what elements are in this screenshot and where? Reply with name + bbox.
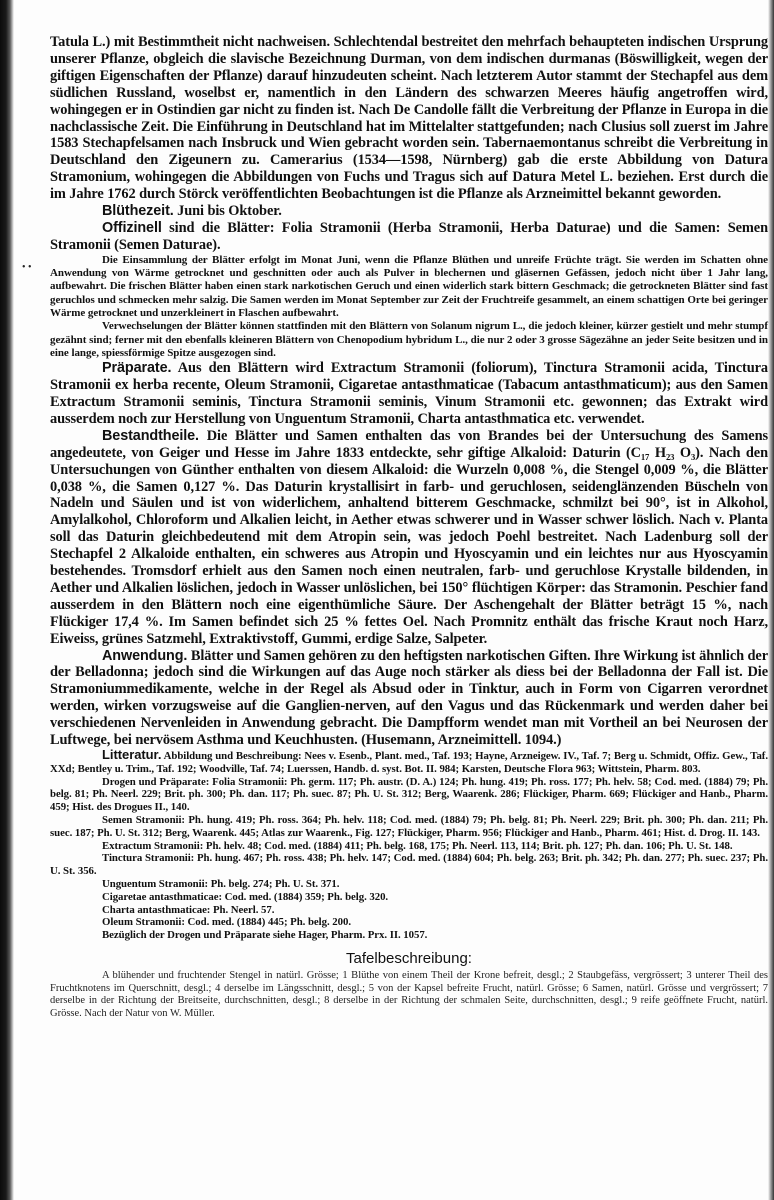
praeparate-heading: Präparate. xyxy=(102,360,172,377)
tafel-description: A blühender und fruchtender Stengel in natürl. Grösse; 1 Blüthe von einem Theil der Krone befreit, desgl.; 2 Staubgefäss, vergrössert; 3 unterer Theil des Fruchtknotens im Querschnitt, desgl.; 4 derselbe im Längsschnitt, desgl.; 5 von der Kapsel befreite Frucht, natürl. Grösse; 6 Samen, natürl. Grösse und vergrössert; 7 derselbe in der Richtung der Breitseite, durchschnitten, desgl.; 8 derselbe in der Richtung der schmalen Seite, durchschnitten, desgl.; 9 reife geöffnete Frucht, natürl. Grösse. Nach der Natur von W. Müller. xyxy=(50,969,768,1019)
margin-marks: • • xyxy=(22,262,32,273)
literatur-extractum: Extractum Stramonii: Ph. helv. 48; Cod. med. (1884) 411; Ph. belg. 168, 175; Ph. Neerl. 113, 114; Brit. ph. 127; Ph. dan. 106; Ph. U. St. 148. xyxy=(102,839,733,852)
praeparate-text: Aus den Blättern wird Extractum Stramonii (foliorum), Tinctura Stramonii acida, Tinctura Stramonii ex herba recente, Oleum Stramonii, Cigaretae antasthmaticae (Tabacum antasthmaticum); aus den Samen Extractum Stramonii seminis, Tinctura Stramonii seminis, Vinum Stramonii etc. gewonnen; das Extrakt wird ausserdem noch zur Herstellung von Unguentum Stramonii, Charta antasthmatica etc. verwendet. xyxy=(50,360,768,427)
praeparate-paragraph xyxy=(50,360,768,428)
literatur-abbildung-text: Abbildung und Beschreibung: Nees v. Esenb., Plant. med., Taf. 193; Hayne, Arzneigew. IV., Taf. 7; Berg u. Schmidt, Offiz. Gew., Taf. XXd; Bentley u. Trim., Taf. 192; Woodville, Taf. 74; Luerssen, Handb. d. syst. Bot. II. 984; Karsten, Deutsche Flora 963; Wittstein, Pharm. 803. xyxy=(50,750,768,775)
anwendung-heading: Anwendung. xyxy=(102,647,188,664)
intro-paragraph: Tatula L.) mit Bestimmtheit nicht nachweisen. Schlechtendal bestreitet den mehrfach behaupteten indischen Ursprung unserer Pflanze, obgleich die slavische Bezeichnung Durman, von dem indischen durmanas (Böswilligkeit, wegen der giftigen Eigenschaften der Pflanze) darauf hinzudeuten scheint. Nach letzterem Autor stammt der Stechapfel aus dem südlichen Russland, woselbst er, namentlich in den Ländern des schwarzen Meeres häufig angetroffen wird, wohingegen er in Ostindien gar nicht zu finden ist. Nach De Candolle fällt die Verbreitung der Pflanze in Europa in die nachclassische Zeit. Die Einführung in Deutschland hat im Mittelalter stattgefunden; nach Clusius soll zuerst im Jahre 1583 Stechapfelsamen nach Insbruck und Wien gebracht worden sein. Tabernaemontanus schreibt die Verbreitung in Deutschland den Zigeunern zu. Camerarius (1534—1598, Nürnberg) gab die erste Abbildung von Datura Stramonium, wohingegen die Abbildungen von Fuchs und Tragus sich auf Datura Metel L. beziehen. Erst durch die im Jahre 1762 durch Störck veröffentlichten Beobachtungen ist die Pflanze als Arzneimittel bekannt geworden. xyxy=(50,34,768,203)
bestandtheile-text: Die Blätter und Samen enthalten das von Brandes bei der Untersuchung des Samens angedeutete, von Geiger und Hesse im Jahre 1833 entdeckte, sehr giftige Alkaloid: Daturin (C₁₇ H₂₃ O₃). Nach den Untersuchungen von Günther enthalten von diesem Alkaloid: die Wurzeln 0,008 %, die Stengel 0,009 %, die Blätter 0,038 %, die Samen 0,127 %. Das Daturin krystallisirt in farb- und geruchlosen, seidenglänzenden Büscheln von Nadeln und Säulen und ist von widerlichem, anhaltend bitterem Geschmacke, schmilzt bei 90°, ist in Alkohol, Amylalkohol, Chloroform und Alkalien leicht, in Aether etwas schwerer und in Wasser schwer löslich. Nach v. Planta soll das Daturin gleichbedeutend mit dem Atropin sein, was jedoch Poehl bestreitet. Nach Ladenburg soll der Stechapfel 2 Alkaloide enthalten, ein schweres aus Atropin und Hyoscyamin und ein leichtes nur aus Hyoscyamin bestehendes. Tromsdorf erhielt aus den Samen noch einen neutralen, farb- und geruchlose Krystalle bildenden, in Aether und Alkalien löslichen, jedoch in Wasser unlöslichen, bei 150° flüchtigen Körper: das Stramonin. Peschier fand ausserdem in den Blättern noch eine eigenthümliche Säure. Der Aschengehalt der Blätter beträgt 15 %, nach Flückiger 17,4 %. Im Samen befindet sich 25 % fettes Oel. Nach Promnitz enthält das frische Kraut noch Harz, Eiweiss, grünes Satzmehl, Extraktivstoff, Gummi, erdige Salze, Salpeter. xyxy=(50,427,768,647)
bluethezeit-paragraph xyxy=(50,203,768,220)
literatur-oleum: Oleum Stramonii: Cod. med. (1884) 445; Ph. belg. 200. xyxy=(102,916,351,929)
bestandtheile-heading: Bestandtheile. xyxy=(102,427,199,444)
einsammlung-paragraph: Die Einsammlung der Blätter erfolgt im Monat Juni, wenn die Pflanze Blüthen und unreife Früchte trägt. Sie werden im Schatten ohne Anwendung von Wärme getrocknet und geschnitten oder auch als Pulver in blechernen und gläsernen Gefässen, jedoch nicht über 1 Jahr lang, aufbewahrt. Die frischen Blätter haben einen stark narkotischen Geruch und einen widerlich stark bittern Geschmack; die getrockneten Blätter sind fast geruchlos und schmecken mehr salzig. Die Samen werden im Monat September zur Zeit der Fruchtreife gesammelt, an einem schattigen Orte bei geringer Wärme getrocknet und unzerkleinert in Flaschen aufbewahrt. xyxy=(50,253,768,319)
anwendung-paragraph xyxy=(50,648,768,749)
literatur-tinctura: Tinctura Stramonii: Ph. hung. 467; Ph. ross. 438; Ph. helv. 147; Cod. med. (1884) 604; Ph. belg. 263; Brit. ph. 342; Ph. dan. 277; Ph. suec. 237; Ph. U. St. 356. xyxy=(50,852,768,878)
literatur-unguentum: Unguentum Stramonii: Ph. belg. 274; Ph. U. St. 371. xyxy=(102,877,340,890)
text-column xyxy=(50,34,768,1020)
literatur-abbildung xyxy=(50,749,768,776)
verwechselungen-paragraph: Verwechselungen der Blätter können stattfinden mit den Blättern von Solanum nigrum L., die jedoch kleiner, kürzer gestielt und mehr stumpf gezähnt sind; ferner mit den ebenfalls kleineren Blättern von Chenopodium hybridum L., die nur 2 oder 3 grosse Sägezähne an jeder Seite besitzen und in eine lange, spiessförmige Spitze ausgezogen sind. xyxy=(50,320,768,359)
bluethezeit-heading: Blüthezeit. xyxy=(102,203,174,220)
anwendung-text: Blätter und Samen gehören zu den heftigsten narkotischen Giften. Ihre Wirkung ist ähnlich der der Belladonna; jedoch sind die Wirkungen auf das Auge noch stärker als diess bei der Belladonna der Fall ist. Die Stramoniummedikamente, welche in der Regel als Absud oder in Tinktur, auch in Form von Cigarren verordnet werden, wirken vorzugsweise auf die Ganglien-nerven, auf den Vagus und das Rückenmark und werden daher bei verschiedenen Nervenleiden in Anwendung gebracht. Die Dampfform wendet man mit Vortheil an bei Neurosen der Luftwege, bei nervösem Asthma und Keuchhusten. (Husemann, Arzneimittell. 1094.) xyxy=(50,647,769,749)
bluethezeit-text: Juni bis Oktober. xyxy=(177,203,282,220)
bestandtheile-paragraph xyxy=(50,428,768,648)
literatur-heading: Litteratur. xyxy=(102,747,162,762)
offizinell-text: sind die Blätter: Folia Stramonii (Herba Stramonii, Herba Daturae) und die Samen: Semen Stramonii (Semen Daturae). xyxy=(50,219,769,253)
literatur-semen: Semen Stramonii: Ph. hung. 419; Ph. ross. 364; Ph. helv. 118; Cod. med. (1884) 79; Ph. belg. 81; Ph. Neerl. 229; Brit. ph. 300; Ph. dan. 211; Ph. suec. 187; Ph. U. St. 312; Berg, Waarenk. 445; Atlas zur Waarenk., Fig. 127; Flückiger, Pharm. 956; Flückiger and Hanb., Pharm. 461; Hist. d. Drog. II. 143. xyxy=(50,813,768,839)
scan-shadow-right xyxy=(768,0,774,1200)
scan-shadow-left xyxy=(0,0,14,1200)
literatur-charta: Charta antasthmaticae: Ph. Neerl. 57. xyxy=(102,903,275,916)
literatur-bezueglich: Bezüglich der Drogen und Präparate siehe Hager, Pharm. Prx. II. 1057. xyxy=(102,929,428,942)
offizinell-heading: Offizinell xyxy=(102,219,162,236)
literatur-drogen: Drogen und Präparate: Folia Stramonii: Ph. germ. 117; Ph. austr. (D. A.) 124; Ph. hung. 419; Ph. ross. 177; Ph. helv. 58; Cod. med. (1884) 79; Ph. belg. 81; Ph. Neerl. 229; Brit. ph. 300; Ph. dan. 117; Ph. suec. 87; Ph. U. St. 312; Berg, Waarenk. 286; Flückiger, Pharm. 669; Flückiger and Hanb., Pharm. 459; Hist. des Drogues II., 140. xyxy=(50,775,768,814)
literatur-cigaretae: Cigaretae antasthmaticae: Cod. med. (1884) 359; Ph. belg. 320. xyxy=(102,890,389,903)
tafel-title: Tafelbeschreibung: xyxy=(346,949,472,967)
offizinell-paragraph xyxy=(50,220,768,254)
